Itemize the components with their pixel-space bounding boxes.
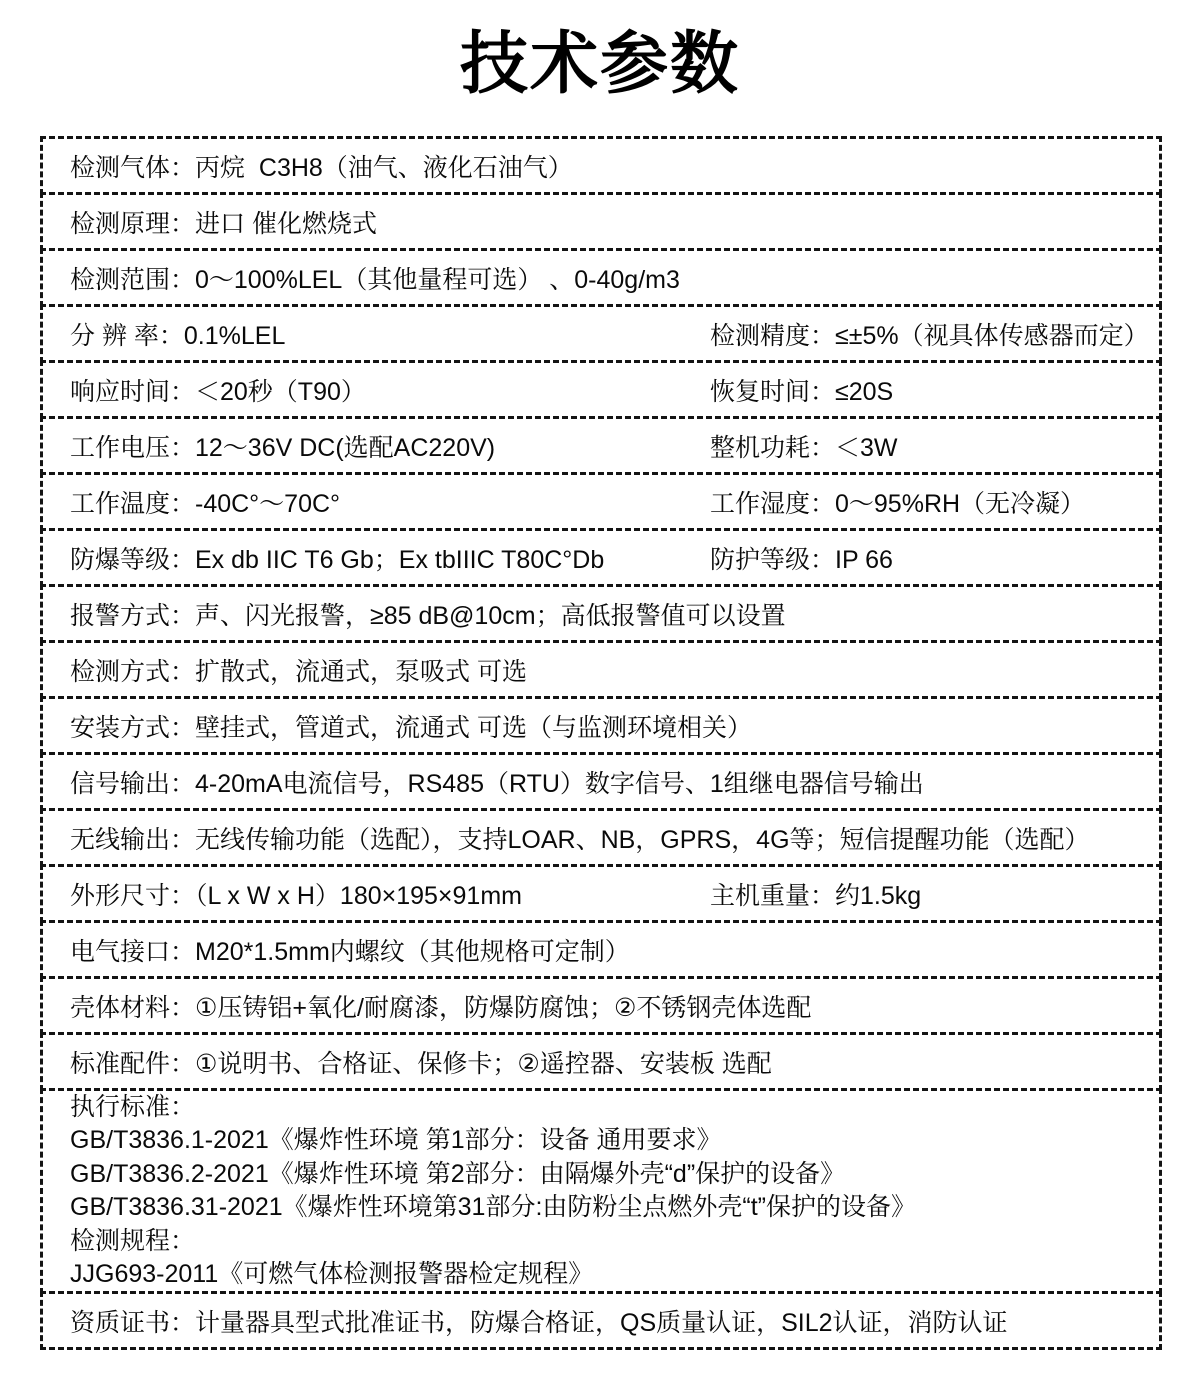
spec-text-line: GB/T3836.1-2021《爆炸性环境 第1部分：设备 通用要求》 (70, 1126, 722, 1154)
spec-text-line: GB/T3836.2-2021《爆炸性环境 第2部分：由隔爆外壳“d”保护的设备》 (70, 1159, 846, 1188)
spec-row (40, 416, 1162, 475)
spec-row (40, 1088, 1162, 1294)
spec-text: 检测范围：0～100%LEL（其他量程可选） 、0-40g/m3 (70, 265, 680, 294)
spec-row (40, 360, 1162, 419)
spec-text: 信号输出：4-20mA电流信号，RS485（RTU）数字信号、1组继电器信号输出 (70, 769, 924, 798)
spec-row (40, 696, 1162, 755)
spec-text-left: 工作温度：-40C°～70C° (70, 489, 341, 518)
spec-text: 标准配件：①说明书、合格证、保修卡；②遥控器、安装板 选配 (70, 1049, 772, 1078)
spec-text-right: 整机功耗：＜3W (710, 433, 898, 462)
page-title: 技术参数 (459, 26, 740, 102)
spec-text-line: JJG693-2011《可燃气体检测报警器检定规程》 (70, 1260, 594, 1288)
spec-row (40, 248, 1162, 307)
spec-text: 检测方式：扩散式，流通式，泵吸式 可选 (70, 657, 527, 686)
spec-row (40, 472, 1162, 531)
spec-text-left: 工作电压：12～36V DC(选配AC220V) (70, 433, 496, 462)
spec-text: 资质证书：计量器具型式批准证书，防爆合格证，QS质量认证，SIL2认证，消防认证 (70, 1308, 1008, 1337)
spec-row (40, 640, 1162, 699)
spec-row (40, 920, 1162, 979)
spec-text-right: 工作湿度：0～95%RH（无冷凝） (710, 489, 1086, 518)
spec-text-right: 检测精度：≤±5%（视具体传感器而定） (710, 321, 1149, 350)
spec-text-left: 分 辨 率：0.1%LEL (70, 321, 286, 350)
spec-text-right: 防护等级：IP 66 (710, 545, 893, 574)
spec-text-right: 恢复时间：≤20S (710, 377, 894, 406)
spec-text: 报警方式：声、闪光报警，≥85 dB@10cm；高低报警值可以设置 (70, 601, 786, 630)
spec-text-line: 检测规程： (70, 1226, 196, 1255)
spec-text: 安装方式：壁挂式，管道式，流通式 可选（与监测环境相关） (70, 713, 752, 742)
spec-row (40, 808, 1162, 867)
spec-text: 无线输出：无线传输功能（选配），支持LOAR、NB，GPRS，4G等；短信提醒功能（选配） (70, 825, 1090, 854)
spec-text-line: 执行标准： (70, 1092, 196, 1121)
spec-row (40, 192, 1162, 251)
spec-text: 壳体材料：①压铸铝+氧化/耐腐漆，防爆防腐蚀；②不锈钢壳体选配 (70, 993, 812, 1022)
spec-row (40, 528, 1162, 587)
spec-row (40, 864, 1162, 923)
spec-row (40, 976, 1162, 1035)
spec-text: 检测气体：丙烷 C3H8（油气、液化石油气） (70, 153, 573, 182)
spec-row (40, 752, 1162, 811)
spec-text: 电气接口：M20*1.5mm内螺纹（其他规格可定制） (70, 937, 630, 966)
spec-text-line: GB/T3836.31-2021《爆炸性环境第31部分:由防粉尘点燃外壳“t”保护的设备》 (70, 1193, 916, 1221)
spec-text-left: 响应时间：＜20秒（T90） (70, 377, 366, 406)
spec-row (40, 584, 1162, 643)
spec-row (40, 136, 1162, 195)
spec-text-left: 外形尺寸：（L x W x H）180×195×91mm (70, 881, 522, 910)
spec-row (40, 304, 1162, 363)
spec-table (40, 136, 1162, 1350)
spec-text-left: 防爆等级：Ex db IIC T6 Gb；Ex tbIIIC T80C°Db (70, 545, 605, 574)
spec-text-right: 主机重量：约1.5kg (710, 881, 922, 910)
spec-row (40, 1291, 1162, 1350)
spec-row (40, 1032, 1162, 1091)
spec-text: 检测原理：进口 催化燃烧式 (70, 209, 377, 238)
